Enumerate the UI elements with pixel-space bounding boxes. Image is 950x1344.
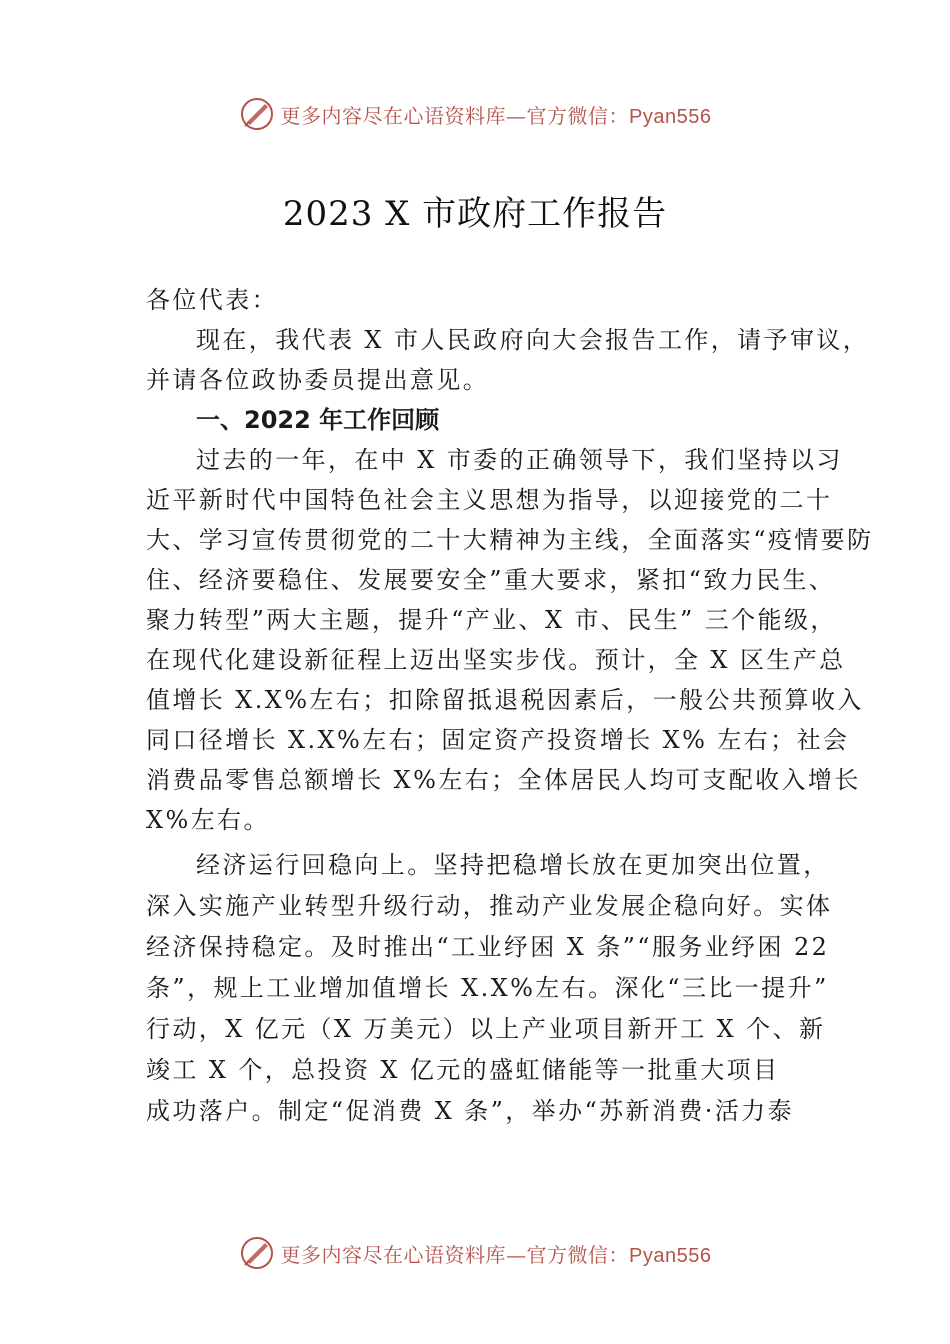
watermark-text: 更多内容尽在心语资料库—官方微信：Pyan556	[280, 1242, 712, 1267]
paragraph-line: 过去的一年，在中 X 市委的正确领导下，我们坚持以习	[196, 446, 843, 474]
paragraph-line: 同口径增长 X.X%左右；固定资产投资增长 X% 左右；社会	[146, 726, 850, 754]
paragraph-line: 消费品零售总额增长 X%左右；全体居民人均可支配收入增长	[146, 766, 861, 794]
paragraph-line: 值增长 X.X%左右；扣除留抵退税因素后，一般公共预算收入	[146, 686, 864, 714]
paragraph-line: 行动，X 亿元（X 万美元）以上产业项目新开工 X 个、新	[146, 1015, 826, 1043]
paragraph-line: 经济运行回稳向上。坚持把稳增长放在更加突出位置，	[196, 851, 830, 879]
intro-line: 现在，我代表 X 市人民政府向大会报告工作，请予审议，	[196, 326, 870, 354]
section-heading: 一、2022 年工作回顾	[196, 406, 440, 434]
paragraph-line: 住、经济要稳住、发展要安全”重大要求，紧扣“致力民生、	[146, 566, 836, 594]
quill-pen-circle-icon	[239, 96, 275, 132]
paragraph-line: 深入实施产业转型升级行动，推动产业发展企稳向好。实体	[146, 892, 833, 920]
header-watermark	[0, 94, 950, 134]
paragraph-line: X%左右。	[146, 806, 270, 834]
document-body	[146, 280, 874, 840]
paragraph-line: 近平新时代中国特色社会主义思想为指导，以迎接党的二十	[146, 486, 833, 514]
document-title: 2023 X 市政府工作报告	[282, 194, 668, 234]
paragraph-line: 在现代化建设新征程上迈出坚实步伐。预计，全 X 区生产总	[146, 646, 846, 674]
document-body-continued	[146, 845, 833, 1132]
paragraph-line: 大、学习宣传贯彻党的二十大精神为主线，全面落实“疫情要防	[146, 526, 874, 554]
intro-line: 并请各位政协委员提出意见。	[146, 366, 490, 394]
watermark-text: 更多内容尽在心语资料库—官方微信：Pyan556	[280, 103, 712, 128]
footer-watermark	[0, 1233, 950, 1273]
paragraph-line: 竣工 X 个，总投资 X 亿元的盛虹储能等一批重大项目	[146, 1056, 780, 1084]
paragraph-line: 成功落户。制定“促消费 X 条”，举办“苏新消费·活力泰	[146, 1097, 794, 1125]
paragraph-line: 条”，规上工业增加值增长 X.X%左右。深化“三比一提升”	[146, 974, 829, 1002]
quill-pen-circle-icon	[239, 1235, 275, 1271]
paragraph-line: 聚力转型”两大主题，提升“产业、X 市、民生” 三个能级，	[146, 606, 837, 634]
paragraph-line: 经济保持稳定。及时推出“工业纾困 X 条”“服务业纾困 22	[146, 933, 830, 961]
salutation: 各位代表：	[146, 286, 278, 314]
